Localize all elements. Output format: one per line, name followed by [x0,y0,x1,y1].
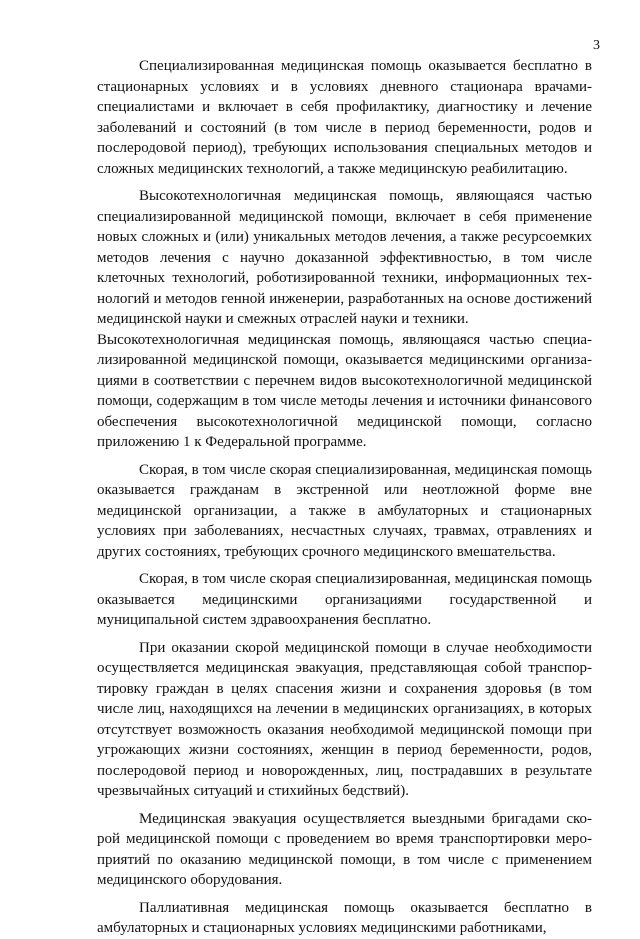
paragraph-high-tech-care-definition: Высокотехнологичная медицинская помощь, являющаяся частью специализированной медицинской помощи, включает в себя применение новых сложных и (или) уникальных методов лечения, а также ресурсоемких методов лечения с научно доказанной эффективностью, в том числе клеточных технологий, роботизированной техники, информационных технологий и методов генной инженерии, разработанных на основе достижений медицинской науки и смежных отраслей науки и техники. [97,188,592,327]
document-body [97,56,592,939]
paragraph-specialized-care: Специализированная медицинская помощь оказывается бесплатно в стационарных условиях и в условиях дневного стационара врачами-специалистами и включает в себя профилактику, диагностику и лечение заболеваний и состояний (в том числе в период беременности, родов и послеродовой период), требующих использования специальных методов и сложных медицинских технологий, а также медицинскую реабилитацию. [97,58,592,177]
page-number: 3 [593,38,600,53]
paragraph-high-tech-care-provision: Высокотехнологичная медицинская помощь, являющаяся частью специализированной медицинской помощи, оказывается медицинскими организациями в соответствии с перечнем видов высокотехнологичной медицинской помощи, содержащим в том числе методы лечения и источники финансового обеспечения высокотехнологичной медицинской помощи, согласно приложению 1 к Федеральной программе. [97,331,592,450]
paragraph-medical-evacuation: При оказании скорой медицинской помощи в случае необходимости осуществляется медицинская эвакуация, представляющая собой транспортировку граждан в целях спасения жизни и сохранения здоровья (в том числе лиц, находящихся на лечении в медицинских организациях, в которых отсутствует возможность оказания необходимой медицинской помощи при угрожающих жизни состояниях, женщин в период беременности, родов, послеродовой период и новорожденных, лиц, пострадавших в результате чрезвычайных ситуаций и стихийных бедствий). [97,639,592,799]
paragraph-emergency-care-forms: Скорая, в том числе скорая специализированная, медицинская помощь оказывается гражданам в экстренной или неотложной форме вне медицинской организации, а также в амбулаторных и стационарных условиях при заболеваниях, несчастных случаях, травмах, отравлениях и других состояниях, требующих срочного медицинского вмешательства. [97,461,592,560]
paragraph-emergency-care-free: Скорая, в том числе скорая специализированная, медицинская помощь оказывается медицинскими организациями государственной и муниципальной систем здравоохранения бесплатно. [97,571,592,628]
paragraph-evacuation-teams: Медицинская эвакуация осуществляется выездными бригадами скорой медицинской помощи с проведением во время транспортировки мероприятий по оказанию медицинской помощи, в том числе с применением медицинского оборудования. [97,810,592,888]
paragraph-palliative-care: Паллиативная медицинская помощь оказывается бесплатно в амбулаторных и стационарных условиях медицинскими работниками, [97,899,592,936]
